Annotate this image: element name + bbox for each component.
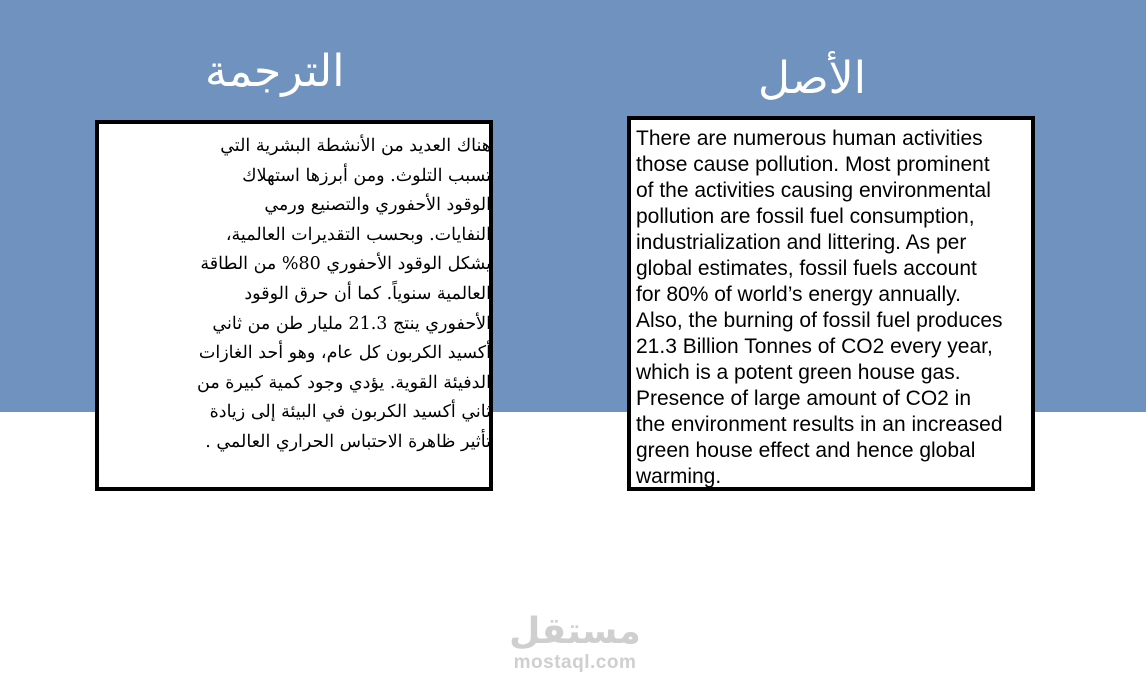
original-line: Also, the burning of fossil fuel produces xyxy=(636,309,1003,332)
original-line: for 80% of world’s energy annually. xyxy=(636,283,961,306)
translation-heading: الترجمة xyxy=(205,46,345,97)
translation-text xyxy=(123,132,491,458)
mostaql-watermark xyxy=(500,612,650,674)
mostaql-logo: مستقل xyxy=(509,611,641,652)
translation-line: تسبب التلوث. ومن أبرزها استهلاك xyxy=(242,165,491,186)
original-heading: الأصل xyxy=(758,53,867,104)
translation-line: ثاني أكسيد الكربون في البيئة إلى زيادة xyxy=(209,402,491,423)
translation-line: العالمية سنوياً. كما أن حرق الوقود xyxy=(244,283,491,304)
translation-line: تأثير ظاهرة الاحتباس الحراري العالمي . xyxy=(205,431,491,452)
original-line: There are numerous human activities xyxy=(636,127,983,150)
original-line: industrialization and littering. As per xyxy=(636,231,967,254)
original-line: which is a potent green house gas. xyxy=(636,361,961,384)
translation-line: أكسيد الكربون كل عام، وهو أحد الغازات xyxy=(198,343,491,364)
original-line: the environment results in an increased xyxy=(636,413,1003,436)
original-line: 21.3 Billion Tonnes of CO2 every year, xyxy=(636,335,993,358)
translation-line: الأحفوري ينتج 21.3 مليار طن من ثاني xyxy=(212,313,491,334)
translation-line: يشكل الوقود الأحفوري 80% من الطاقة xyxy=(200,254,491,275)
original-line: of the activities causing environmental xyxy=(636,179,991,202)
mostaql-site-text: mostaql.com xyxy=(513,652,637,673)
original-line: pollution are fossil fuel consumption, xyxy=(636,205,975,228)
original-line: those cause pollution. Most prominent xyxy=(636,153,990,176)
original-line: Presence of large amount of CO2 in xyxy=(636,387,972,410)
original-box xyxy=(627,116,1035,491)
original-text xyxy=(636,126,1036,490)
translation-box xyxy=(95,120,493,491)
translation-line: هناك العديد من الأنشطة البشرية التي xyxy=(220,136,491,156)
translation-line: الدفيئة القوية. يؤدي وجود كمية كبيرة من xyxy=(197,372,491,393)
translation-line: النفايات. وبحسب التقديرات العالمية، xyxy=(225,224,491,245)
original-line: global estimates, fossil fuels account xyxy=(636,257,977,280)
original-line: warming. xyxy=(636,465,722,488)
translation-line: الوقود الأحفوري والتصنيع ورمي xyxy=(264,195,491,216)
original-line: green house effect and hence global xyxy=(636,439,976,462)
